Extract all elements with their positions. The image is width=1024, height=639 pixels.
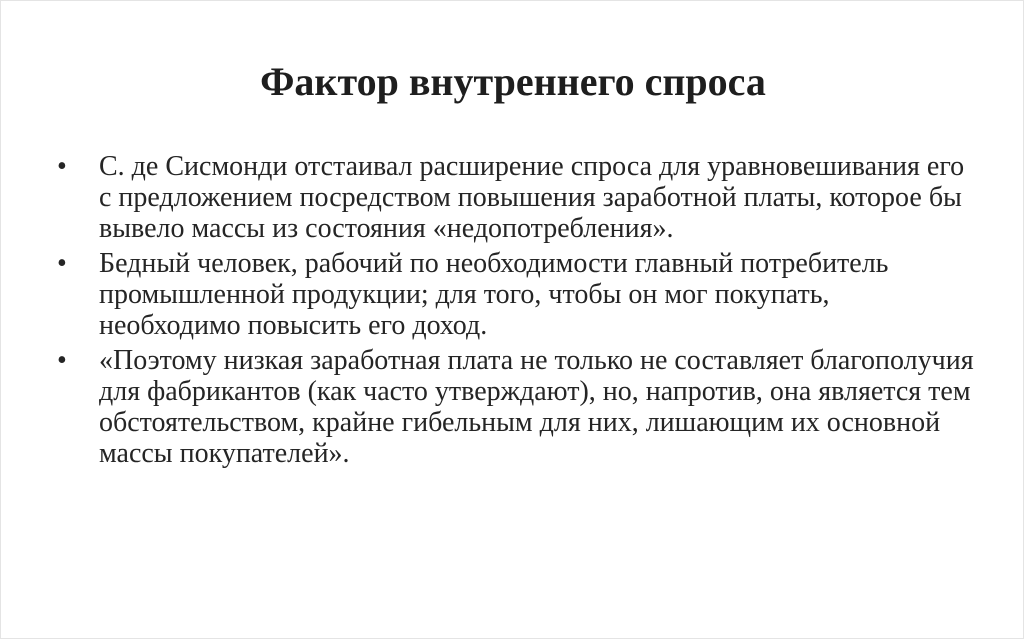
bullet-item xyxy=(57,345,977,469)
bullet-text: С. де Сисмонди отстаивал расширение спроса для уравновешивания его с предложением посредством повышения заработной платы, которое бы вывело массы из состояния «недопотребления». xyxy=(99,151,965,244)
bullet-text: «Поэтому низкая заработная плата не только не составляет благополучия для фабрикантов (как часто утверждают), но, напротив, она является тем обстоятельством, крайне гибельным для них, лишающим их основной массы покупателей». xyxy=(99,345,974,469)
bullet-item xyxy=(57,248,977,341)
bullet-text: Бедный человек, рабочий по необходимости главный потребитель промышленной продукции; для того, чтобы он мог покупать, необходимо повысить его доход. xyxy=(99,248,889,341)
slide-title: Фактор внутреннего спроса xyxy=(260,59,766,104)
bullet-item xyxy=(57,151,977,244)
bullet-list xyxy=(57,151,977,473)
bullet-icon: • xyxy=(57,248,67,279)
bullet-icon: • xyxy=(57,345,67,376)
bullet-icon: • xyxy=(57,151,67,182)
